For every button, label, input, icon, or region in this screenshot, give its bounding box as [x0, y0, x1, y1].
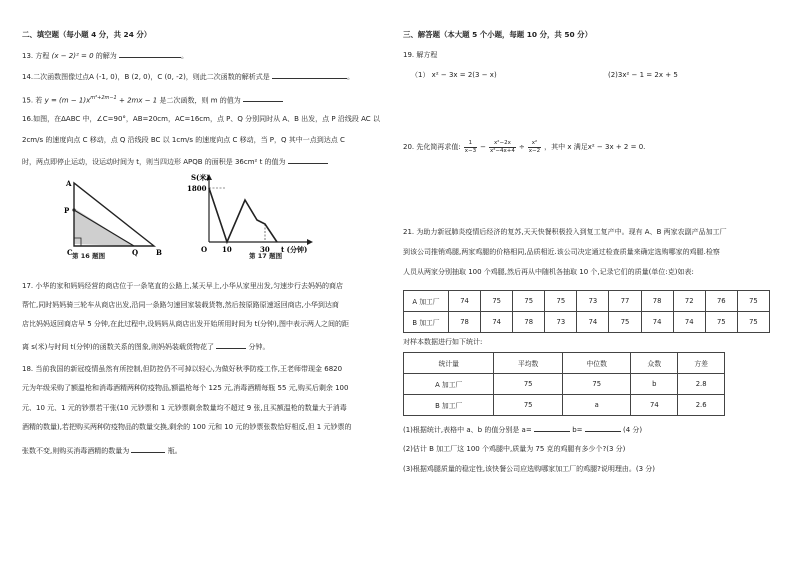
mass-cell: 74: [577, 312, 609, 333]
q20-f1-numerator: 1: [468, 140, 473, 146]
q18-line3: 元、10 元、1 元的钞票若干张(10 元钞票和 1 元钞票剩余数量均不超过 9 张,且买额温枪的数量大于消毒: [22, 404, 347, 412]
q18-line2: 元为年级采购了额温枪和消毒酒精两种防疫物品,额温枪每个 125 元,消毒酒精每瓶 55 元,购买后剩余 100: [22, 384, 349, 392]
tick-10: 10: [222, 245, 232, 254]
q21-part2: (2)估计 B 加工厂这 100 个鸡腿中,质量为 75 克的鸡腿有多少个?(3 分): [403, 445, 626, 453]
q13-text-b: 的解为: [95, 52, 117, 60]
tick-1800: 1800: [187, 184, 207, 193]
mass-cell: 73: [545, 312, 577, 333]
mass-cell: 76: [705, 291, 737, 312]
q13-text: 13. 方程: [22, 52, 50, 60]
q21-line2: 到该公司推销鸡腿,两家鸡腿的价格相同,品质相近.该公司决定通过检查质量来确定选购哪家的鸡腿.检察: [403, 248, 720, 256]
mass-cell: 74: [641, 312, 673, 333]
q18-line4: 酒精的数量),若把购买两种防疫物品的数量交换,剩余的 100 元和 10 元的钞票张数恰好相反,但 1 元钞票的: [22, 423, 352, 431]
table-row: [404, 291, 770, 312]
table-header-row: [404, 353, 725, 374]
q17-line4-suffix: 分钟。: [248, 343, 270, 351]
mass-cell: 75: [737, 291, 769, 312]
q21-b-blank[interactable]: [585, 425, 621, 432]
q14-period: 。: [347, 73, 355, 81]
label-b: B: [156, 248, 162, 257]
mass-cell: 75: [705, 312, 737, 333]
q20-f3-numerator: x²: [531, 140, 538, 146]
column-header: 众数: [631, 353, 678, 374]
q15-equation-b: + 2mx − 1: [118, 96, 158, 105]
q21-part1-b: b=: [572, 426, 583, 434]
q17-line3: 店比妈妈返回商店早 5 分钟,在此过程中,设妈妈从商店出发开始所用时间为 t(分钟),图中表示两人之间的距: [22, 320, 350, 328]
q19-part1: （1） x² − 3x = 2(3 − x): [411, 71, 497, 79]
q13-answer-blank[interactable]: [119, 51, 181, 58]
stat-cell: 2.6: [678, 395, 725, 416]
figure-16-caption: 第 16 题图: [72, 252, 106, 260]
q20-minus: −: [480, 143, 486, 151]
q20-f2-numerator: x²−2x: [494, 140, 511, 146]
q13-equation: (x − 2)² = 0: [51, 52, 94, 60]
q16-line3-text: 时，两点即停止运动，设运动时间为 t，则当四边形 APQB 的面积是 36cm² t 的值为: [22, 158, 286, 166]
q16-line2: 2cm/s 的速度向点 C 移动，点 Q 沿线段 BC 以 1cm/s 的速度向点 C 移动，当 P，Q 其中一点到达点 C: [22, 136, 345, 144]
table-row: [404, 395, 725, 416]
question-17-line4: [22, 342, 269, 352]
stat-cell: 75: [494, 374, 563, 395]
q19-title: 19. 解方程: [403, 51, 438, 59]
q16-line1: 16.如图，在ΔABC 中，∠C=90°，AB=20cm，AC=16cm，点 P、Q 分别同时从 A、B 出发，点 P 沿线段 AC 以: [22, 115, 380, 123]
question-16-line3: [22, 157, 328, 167]
mass-cell: 74: [481, 312, 513, 333]
q18-answer-blank[interactable]: [131, 446, 165, 453]
section-fill-blank-title: 二、填空题（每小题 4 分，共 24 分）: [22, 30, 152, 39]
q17-answer-blank[interactable]: [216, 342, 246, 349]
mass-cell: 74: [673, 312, 705, 333]
q21-line3: 人员从两家分别抽取 100 个鸡腿,然后再从中随机各抽取 10 个,记录它们的质量(单位:克)如表:: [403, 268, 694, 276]
x-axis-label: t (分钟): [281, 245, 308, 254]
q18-line1: 18. 当前我国的新冠疫情虽然有所控制,但防控仍不可掉以轻心,为做好秋季防疫工作,王老师带现金 6820: [22, 365, 343, 373]
q19-part2: (2)3x² − 1 = 2x + 5: [608, 71, 678, 79]
question-20: [403, 140, 645, 155]
table-row: [404, 374, 725, 395]
q21-line1: 21. 为助力新冠肺炎疫情后经济的复苏,天天快餐积极投入到复工复产中。现有 A、B 两家农副产品加工厂: [403, 228, 727, 236]
q15-equation: y = (m − 1)x: [44, 96, 91, 105]
point-p: [72, 208, 75, 211]
q15-text-a: 15. 若: [22, 96, 43, 105]
question-15: [22, 94, 283, 105]
stat-cell: 75: [562, 374, 631, 395]
q20-f1-denominator: x−3: [464, 148, 477, 154]
q20-text: 20. 先化简再求值:: [403, 143, 461, 151]
q20-f2-denominator: x²−4x+4: [489, 148, 515, 154]
mass-cell: 72: [673, 291, 705, 312]
q13-period: 。: [181, 52, 189, 60]
y-axis-label: S(米): [191, 173, 210, 182]
q15-text-c: 是二次函数，则 m 的值为: [159, 96, 241, 105]
column-header: 方差: [678, 353, 725, 374]
mass-cell: 75: [481, 291, 513, 312]
q20-divide: ÷: [518, 143, 525, 151]
q21-part1-points: (4 分): [622, 426, 643, 434]
column-header: 平均数: [494, 353, 563, 374]
question-13: [22, 51, 188, 61]
q21-a-blank[interactable]: [534, 425, 570, 432]
q17-line2: 帮忙,同时妈妈骑三轮车从商店出发,沿同一条路匀速回家装载货物,然后按原路原速返回商店,小华到达商: [22, 301, 339, 309]
q21-part1: [403, 425, 642, 435]
q18-line5-text: 张数不变,则购买消毒酒精的数量为: [22, 447, 130, 455]
tick-30: 30: [260, 245, 270, 254]
mass-cell: 73: [577, 291, 609, 312]
x-axis-arrow: [307, 239, 313, 245]
row-header-cell: A 加工厂: [404, 291, 449, 312]
q15-answer-blank[interactable]: [243, 95, 283, 102]
mass-data-table: [403, 290, 770, 333]
stat-cell: 75: [494, 395, 563, 416]
origin-label: O: [201, 245, 208, 254]
q17-line4-text: 离 s(米)与时间 t(分钟)的函数关系的图象,则妈妈装载货物花了: [22, 343, 214, 351]
q16-answer-blank[interactable]: [288, 157, 328, 164]
q18-line5-suffix: 瓶。: [167, 447, 182, 455]
q20-fraction-2: [489, 140, 516, 155]
column-header: 统计量: [404, 353, 494, 374]
mass-cell: 78: [449, 312, 481, 333]
mass-cell: 78: [513, 312, 545, 333]
q21-part1-text: (1)根据统计,表格中 a、b 的值分别是 a=: [403, 426, 532, 434]
q20-fraction-1: [464, 140, 477, 155]
mass-cell: 78: [641, 291, 673, 312]
mass-cell: 75: [545, 291, 577, 312]
distance-curve: [209, 188, 277, 242]
label-q: Q: [132, 248, 139, 257]
q14-answer-blank[interactable]: [272, 72, 347, 79]
row-header-cell: B 加工厂: [404, 312, 449, 333]
q14-text: 14.二次函数图像过点A (-1, 0)，B (2, 0)，C (0, -2)，则此二次函数的解析式是: [22, 73, 270, 81]
question-14: [22, 72, 354, 82]
q20-condition: ，其中 x 满足x² − 3x + 2 = 0.: [544, 143, 646, 151]
section-solve-title: 三、解答题（本大题 5 个小题，每题 10 分，共 50 分）: [403, 30, 592, 39]
q17-line1: 17. 小华的家和妈妈经营的商店位于一条笔直的公路上,某天早上,小华从家里出发,匀速步行去妈妈的商店: [22, 282, 344, 290]
figure-16-triangle: [54, 178, 169, 260]
mass-cell: 75: [737, 312, 769, 333]
mass-cell: 77: [609, 291, 641, 312]
stat-cell: 2.8: [678, 374, 725, 395]
label-a: A: [66, 179, 72, 188]
stat-cell: 74: [631, 395, 678, 416]
q20-f3-denominator: x−2: [528, 148, 541, 154]
q21-stat-text: 对样本数据进行如下统计:: [403, 338, 483, 346]
column-header: 中位数: [562, 353, 631, 374]
q20-fraction-3: [528, 140, 541, 155]
question-18-line5: [22, 446, 182, 456]
figure-17-graph: [187, 172, 317, 262]
stat-cell: b: [631, 374, 678, 395]
table-row: [404, 312, 770, 333]
stat-cell: A 加工厂: [404, 374, 494, 395]
mass-cell: 75: [513, 291, 545, 312]
statistics-table: [403, 352, 725, 416]
label-p: P: [64, 206, 70, 215]
q15-exponent: m²+2m−1: [90, 95, 117, 101]
stat-cell: B 加工厂: [404, 395, 494, 416]
mass-cell: 75: [609, 312, 641, 333]
label-c: C: [67, 248, 73, 257]
figure-17-caption: 第 17 题图: [249, 252, 283, 260]
q21-part3: (3)根据鸡腿质量的稳定性,该快餐公司应选购哪家加工厂的鸡腿?说明理由。(3 分): [403, 465, 655, 473]
mass-cell: 74: [449, 291, 481, 312]
stat-cell: a: [562, 395, 631, 416]
